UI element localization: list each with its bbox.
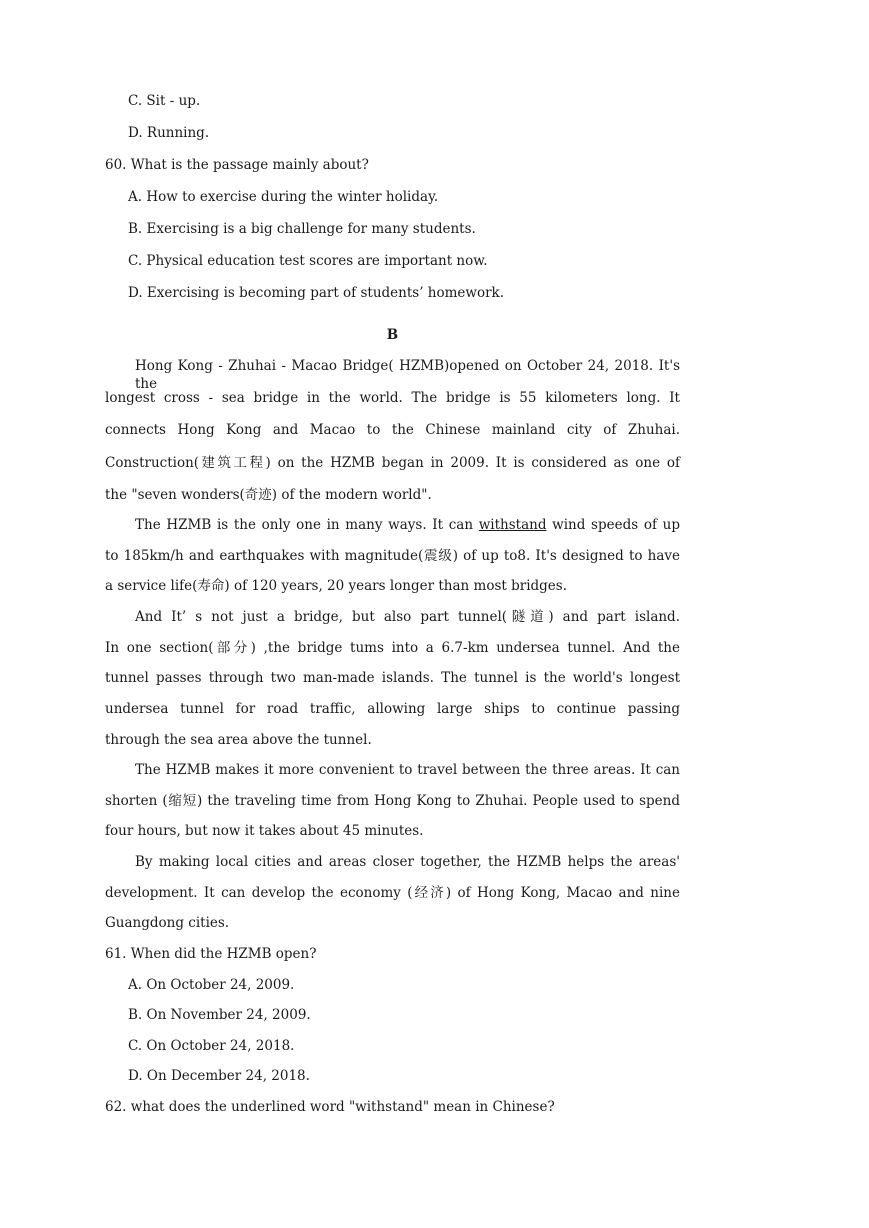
p2-line-1: [135, 516, 680, 534]
q61-option-d: D. On December 24, 2018.: [128, 1068, 310, 1084]
p1-line-5: the "seven wonders(奇迹) of the modern world".: [105, 487, 432, 503]
p4-line-3: four hours, but now it takes about 45 minutes.: [105, 823, 424, 839]
p2-after-text: wind speeds of up: [552, 517, 680, 533]
p2-line-2: to 185km/h and earthquakes with magnitude(震级) of up to8. It's designed to have: [105, 548, 680, 564]
p5-line-3: Guangdong cities.: [105, 915, 230, 931]
section-heading: B: [386, 327, 399, 343]
q61-option-b: B. On November 24, 2009.: [128, 1007, 311, 1023]
p2-line-3: a service life(寿命) of 120 years, 20 years longer than most bridges.: [105, 578, 567, 594]
q61-option-c: C. On October 24, 2018.: [128, 1038, 295, 1054]
q59-option-c: C. Sit - up.: [128, 93, 201, 109]
q59-option-d: D. Running.: [128, 125, 210, 141]
p2-before-text: The HZMB is the only one in many ways. It can: [135, 517, 474, 533]
p1-line-2: longest cross - sea bridge in the world. The bridge is 55 kilometers long. It: [105, 390, 680, 406]
q61-question: 61. When did the HZMB open?: [105, 946, 317, 962]
p4-line-1: The HZMB makes it more convenient to travel between the three areas. It can: [135, 762, 680, 778]
q60-option-b: B. Exercising is a big challenge for many students.: [128, 221, 476, 237]
q60-question: 60. What is the passage mainly about?: [105, 157, 369, 173]
p1-line-1: Hong Kong - Zhuhai - Macao Bridge( HZMB)opened on October 24, 2018. It's the: [135, 358, 680, 392]
p5-line-1: By making local cities and areas closer together, the HZMB helps the areas': [135, 854, 680, 870]
q61-option-a: A. On October 24, 2009.: [128, 977, 295, 993]
p3-line-1: And It’ s not just a bridge, but also part tunnel(隧道) and part island.: [135, 609, 680, 625]
underlined-word: withstand: [478, 517, 547, 533]
p1-line-4: Construction(建筑工程) on the HZMB began in 2009. It is considered as one of: [105, 455, 680, 471]
q60-option-c: C. Physical education test scores are important now.: [128, 253, 488, 269]
p3-line-3: tunnel passes through two man-made islands. The tunnel is the world's longest: [105, 670, 680, 686]
p5-line-2: development. It can develop the economy (经济) of Hong Kong, Macao and nine: [105, 885, 680, 901]
p3-line-4: undersea tunnel for road traffic, allowing large ships to continue passing: [105, 701, 680, 717]
p1-line-3: connects Hong Kong and Macao to the Chinese mainland city of Zhuhai.: [105, 422, 680, 438]
q60-option-d: D. Exercising is becoming part of students’ homework.: [128, 285, 504, 301]
q60-option-a: A. How to exercise during the winter holiday.: [128, 189, 439, 205]
q62-question: 62. what does the underlined word "withstand" mean in Chinese?: [105, 1099, 555, 1115]
p4-line-2: shorten (缩短) the traveling time from Hong Kong to Zhuhai. People used to spend: [105, 793, 680, 809]
p3-line-2: In one section(部分) ,the bridge tums into a 6.7-km undersea tunnel. And the: [105, 640, 680, 656]
p3-line-5: through the sea area above the tunnel.: [105, 732, 372, 748]
